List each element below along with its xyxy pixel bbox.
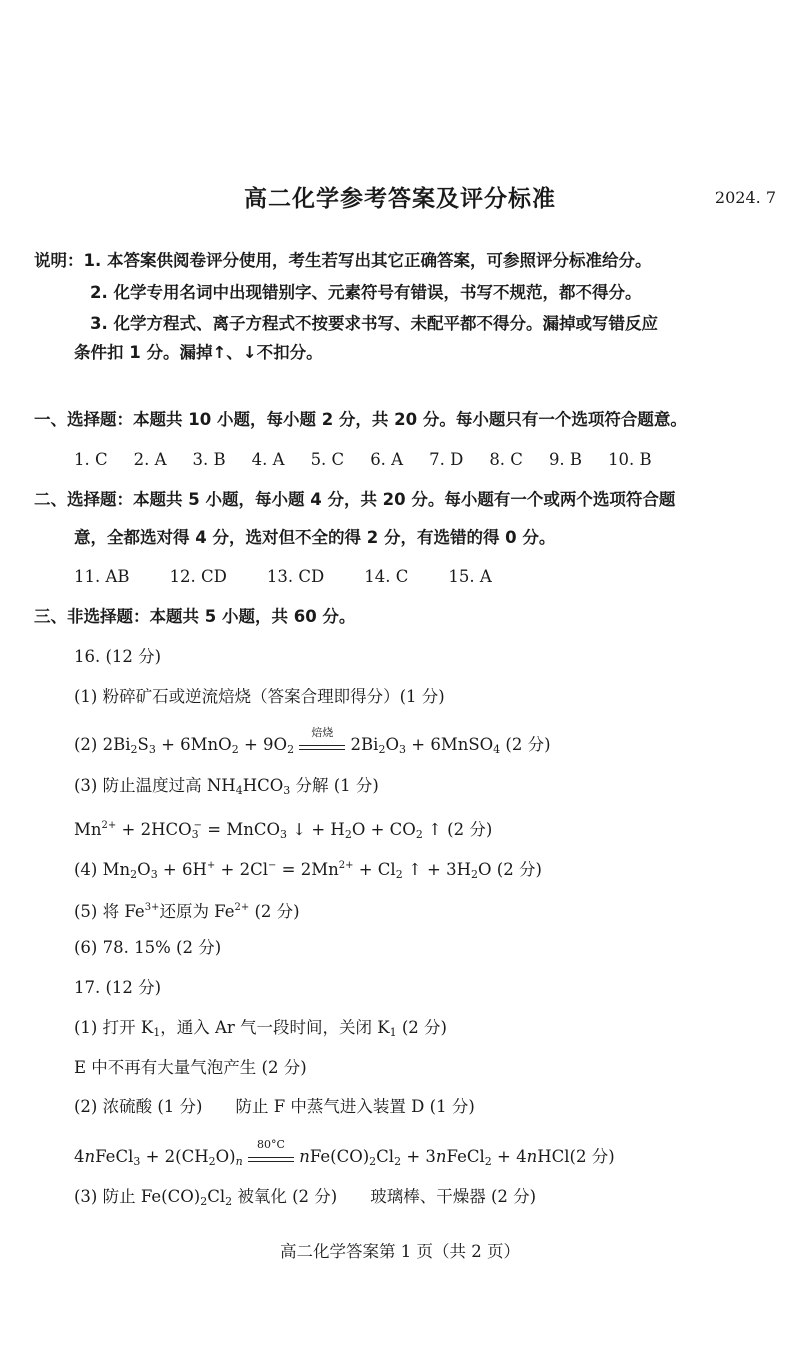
section-3-heading: 三、非选择题：本题共 5 小题，共 60 分。 bbox=[34, 607, 356, 626]
condition-temp-text: 80°C bbox=[256, 1138, 285, 1151]
q17-part-1-text: (1) 打开 K bbox=[74, 1018, 154, 1037]
q16-part-6: (6) 78. 15% (2 分) bbox=[74, 938, 222, 957]
reaction-condition-temp bbox=[248, 1138, 294, 1162]
section-2-answer-3: 13. CD bbox=[266, 567, 325, 586]
section-2-answers bbox=[74, 566, 532, 588]
q16-part-5: (5) 将 $Fe^{3+}$还原为 $Fe^{2+}$ (2 分) bbox=[74, 902, 300, 921]
section-1-answer-4: 4. A bbox=[251, 450, 285, 469]
q17-equation: 4nFeCl$_3$ + $2(CH_2O)_n$ 80°C $nFe(CO)_2Cl_2$ + 3nFeCl$_2$ + 4nHCl(2 分) bbox=[74, 1146, 615, 1173]
condition-text: 焙烧 bbox=[311, 726, 334, 739]
q17-part-3-text: (3) 防止 Fe(CO) bbox=[74, 1187, 201, 1206]
section-1-answer-2: 2. A bbox=[133, 450, 167, 469]
q17-part-1b: E 中不再有大量气泡产生 (2 分) bbox=[74, 1058, 307, 1077]
section-1-answer-3: 3. B bbox=[192, 450, 226, 469]
section-2-heading: 二、选择题：本题共 5 小题，每小题 4 分，共 20 分。每小题有一个或两个选项符合题 bbox=[34, 490, 676, 509]
q17-part-1-mid: ，通入 Ar 气一段时间，关闭 K bbox=[160, 1018, 390, 1037]
section-1-answer-7: 7. D bbox=[429, 450, 464, 469]
note-1-text: 1. 本答案供阅卷评分使用，考生若写出其它正确答案，可参照评分标准给分。 bbox=[83, 251, 652, 270]
section-1-heading: 一、选择题：本题共 10 小题，每小题 2 分，共 20 分。每小题只有一个选项符合题意。 bbox=[34, 410, 687, 429]
section-1-answer-10: 10. B bbox=[608, 450, 652, 469]
q17-part-3-tail: 被氧化 (2 分) 玻璃棒、干燥器 (2 分) bbox=[237, 1187, 537, 1206]
q16-part-5-score: (2 分) bbox=[254, 902, 300, 921]
date-label: 2024. 7 bbox=[714, 188, 776, 207]
q16-part-1: (1) 粉碎矿石或逆流焙烧（答案合理即得分）(1 分) bbox=[74, 687, 445, 706]
section-2-answer-1: 11. AB bbox=[74, 567, 130, 586]
q16-part-3-eq-score: (2 分) bbox=[447, 820, 493, 839]
q17-part-2: (2) 浓硫酸 (1 分) 防止 F 中蒸气进入装置 D (1 分) bbox=[74, 1097, 475, 1116]
q16-part-3-tail: 分解 (1 分) bbox=[295, 776, 379, 795]
note-3-continued: 条件扣 1 分。漏掉↑、↓不扣分。 bbox=[74, 343, 323, 362]
section-2-heading-continued: 意，全都选对得 4 分，选对但不全的得 2 分，有选错的得 0 分。 bbox=[74, 528, 556, 547]
section-2-answer-4: 14. C bbox=[364, 567, 409, 586]
section-1-answers bbox=[74, 449, 678, 471]
section-1-answer-9: 9. B bbox=[548, 450, 583, 469]
q17-part-3: (3) 防止 $Fe(CO)_2Cl_2$ 被氧化 (2 分) 玻璃棒、干燥器 (2 分) bbox=[74, 1187, 537, 1208]
q16-part-5-text: (5) 将 Fe bbox=[74, 902, 145, 921]
note-2-text: 2. 化学专用名词中出现错别字、元素符号有错误，书写不规范，都不得分。 bbox=[90, 283, 642, 302]
q16-part-5-mid: 还原为 Fe bbox=[159, 902, 235, 921]
page-footer: 高二化学答案第 1 页（共 2 页） bbox=[280, 1242, 520, 1261]
section-1-answer-5: 5. C bbox=[310, 450, 345, 469]
q16-part-2-prefix: (2) 2Bi bbox=[74, 735, 131, 754]
q16-title: 16. (12 分) bbox=[74, 647, 162, 666]
section-1-answer-1: 1. C bbox=[74, 450, 108, 469]
section-2-answer-2: 12. CD bbox=[169, 567, 227, 586]
section-2-answer-5: 15. A bbox=[448, 567, 492, 586]
q16-part-3: (3) 防止温度过高 $NH_4HCO_3$ 分解 (1 分) bbox=[74, 776, 379, 797]
q16-part-4-score: (2 分) bbox=[496, 860, 542, 879]
q16-part-3-text: (3) 防止温度过高 NH bbox=[74, 776, 236, 795]
note-3-text: 3. 化学方程式、离子方程式不按要求书写、未配平都不得分。漏掉或写错反应 bbox=[90, 314, 658, 333]
q16-part-4-label: (4) bbox=[74, 860, 98, 879]
q16-part-2-score: (2 分) bbox=[505, 735, 551, 754]
q17-part-1-score: (2 分) bbox=[401, 1018, 447, 1037]
q17-equation-score: (2 分) bbox=[569, 1147, 615, 1166]
section-1-answer-8: 8. C bbox=[489, 450, 523, 469]
q17-title: 17. (12 分) bbox=[74, 978, 162, 997]
notes-item-1 bbox=[34, 250, 652, 272]
notes-lead: 说明： bbox=[34, 251, 84, 270]
page-title: 高二化学参考答案及评分标准 bbox=[244, 186, 556, 212]
q16-part-2: (2) $2Bi_2S_3 + 6MnO_2 + 9O_2$ 焙烧 $2Bi_2O_3$ + 6MnSO$_4$ (2 分) bbox=[74, 734, 551, 761]
q17-part-1: (1) 打开 $K_1$，通入 Ar 气一段时间，关闭 $K_1$ (2 分) bbox=[74, 1018, 447, 1039]
q16-part-4: (4) $Mn_2O_3 + 6H^+ + 2Cl^- = 2Mn^{2+} + Cl_2$ ↑ + $3H_2O$ (2 分) bbox=[74, 860, 542, 881]
q16-part-3-equation: $Mn^{2+} + 2HCO_3^-$ = MnCO$_3$ ↓ + $H_2O + CO_2$ ↑ (2 分) bbox=[74, 820, 493, 841]
section-1-answer-6: 6. A bbox=[370, 450, 404, 469]
reaction-condition bbox=[299, 726, 345, 750]
